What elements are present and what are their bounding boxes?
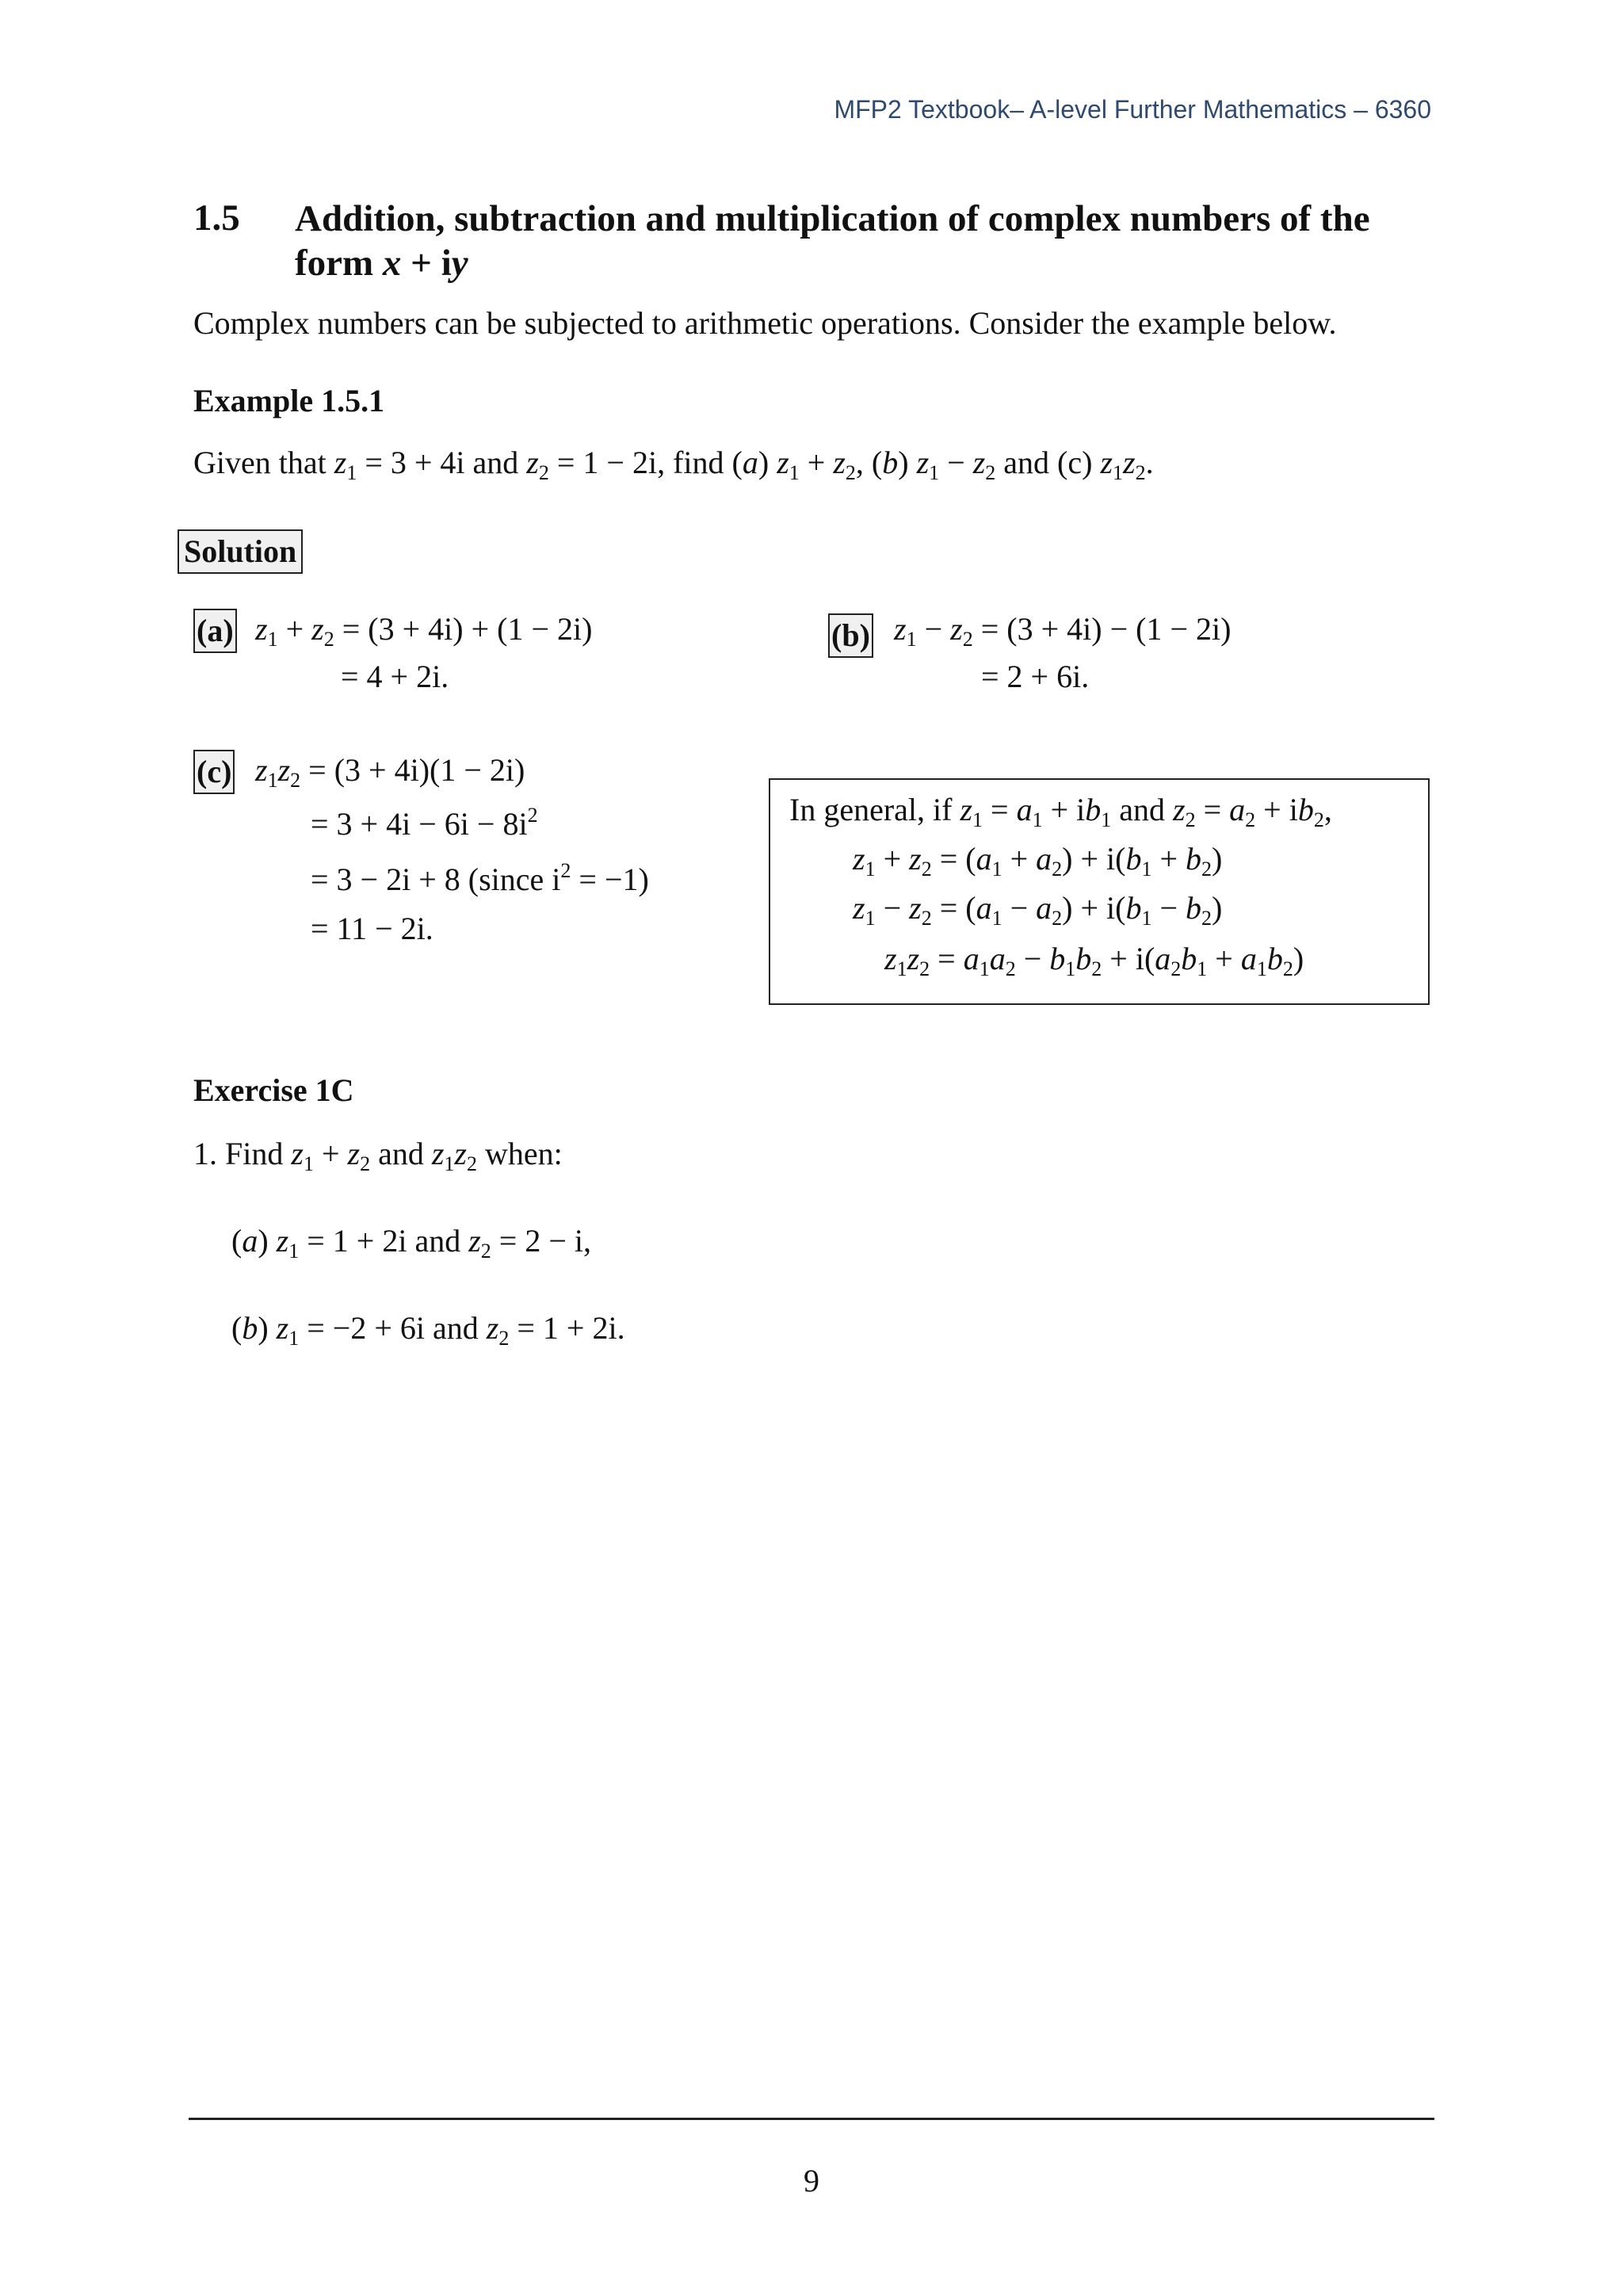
part-b-line1: $z_1 - z_2 = (3 + 4i) - (1 - 2i)$ bbox=[894, 611, 1232, 651]
example-heading: Example 1.5.1 bbox=[193, 383, 385, 418]
intro-paragraph: Complex numbers can be subjected to arithmetic operations. Consider the example below. bbox=[193, 305, 1337, 341]
part-a-label: (a) bbox=[193, 609, 237, 653]
general-line2: $z_1 + z_2 = (a_1 + a_2) + i(b_1 + b_2)$ bbox=[853, 841, 1223, 881]
example-statement: Given that $z_1 = 3 + 4i$ and $z_2 = 1 - 2i$, find (a) $z_1 + z_2$, (b) $z_1 - z_2$ and (c) $z_1z_2$. bbox=[193, 445, 1154, 484]
part-b-label: (b) bbox=[828, 613, 873, 658]
general-line1: In general, if $z_1 = a_1 + ib_1$ and $z_2 = a_2 + ib_2$, bbox=[789, 792, 1332, 831]
section-title: Addition, subtraction and multiplication of complex numbers of the form x + iy bbox=[295, 198, 1370, 284]
part-c-line3: = 3 − 2i + 8 (since $i^2 = -1$) bbox=[311, 859, 649, 897]
general-line3: $z_1 - z_2 = (a_1 - a_2) + i(b_1 - b_2)$ bbox=[853, 890, 1223, 930]
page-number: 9 bbox=[804, 2163, 819, 2199]
section-number: 1.5 bbox=[193, 197, 240, 239]
solution-label: Solution bbox=[178, 529, 303, 574]
part-c-line4: = 11 − 2i. bbox=[311, 911, 433, 946]
part-b-line2: = 2 + 6i. bbox=[981, 659, 1090, 694]
part-c-label: (c) bbox=[193, 750, 235, 794]
exercise-q1b: (b) $z_1 = -2 + 6i$ and $z_2 = 1 + 2i$. bbox=[231, 1310, 625, 1350]
page-header: MFP2 Textbook– A-level Further Mathematics – 6360 bbox=[834, 95, 1431, 124]
exercise-q1: 1. Find $z_1 + z_2$ and $z_1z_2$ when: bbox=[193, 1136, 563, 1175]
exercise-q1a: (a) $z_1 = 1 + 2i$ and $z_2 = 2 - i$, bbox=[231, 1223, 592, 1263]
part-c-line2: = $3 + 4i - 6i - 8i^2$ bbox=[311, 804, 538, 842]
part-a-line1: $z_1 + z_2 = (3 + 4i) + (1 - 2i)$ bbox=[255, 611, 593, 651]
general-line4: $z_1z_2 = a_1a_2 - b_1b_2 + i(a_2b_1 + a_1b_2)$ bbox=[884, 941, 1304, 980]
footer-rule bbox=[189, 2118, 1434, 2120]
part-a-line2: = 4 + 2i. bbox=[341, 659, 449, 694]
exercise-heading: Exercise 1C bbox=[193, 1072, 354, 1108]
part-c-line1: $z_1z_2 = (3 + 4i)(1 - 2i)$ bbox=[255, 752, 525, 792]
